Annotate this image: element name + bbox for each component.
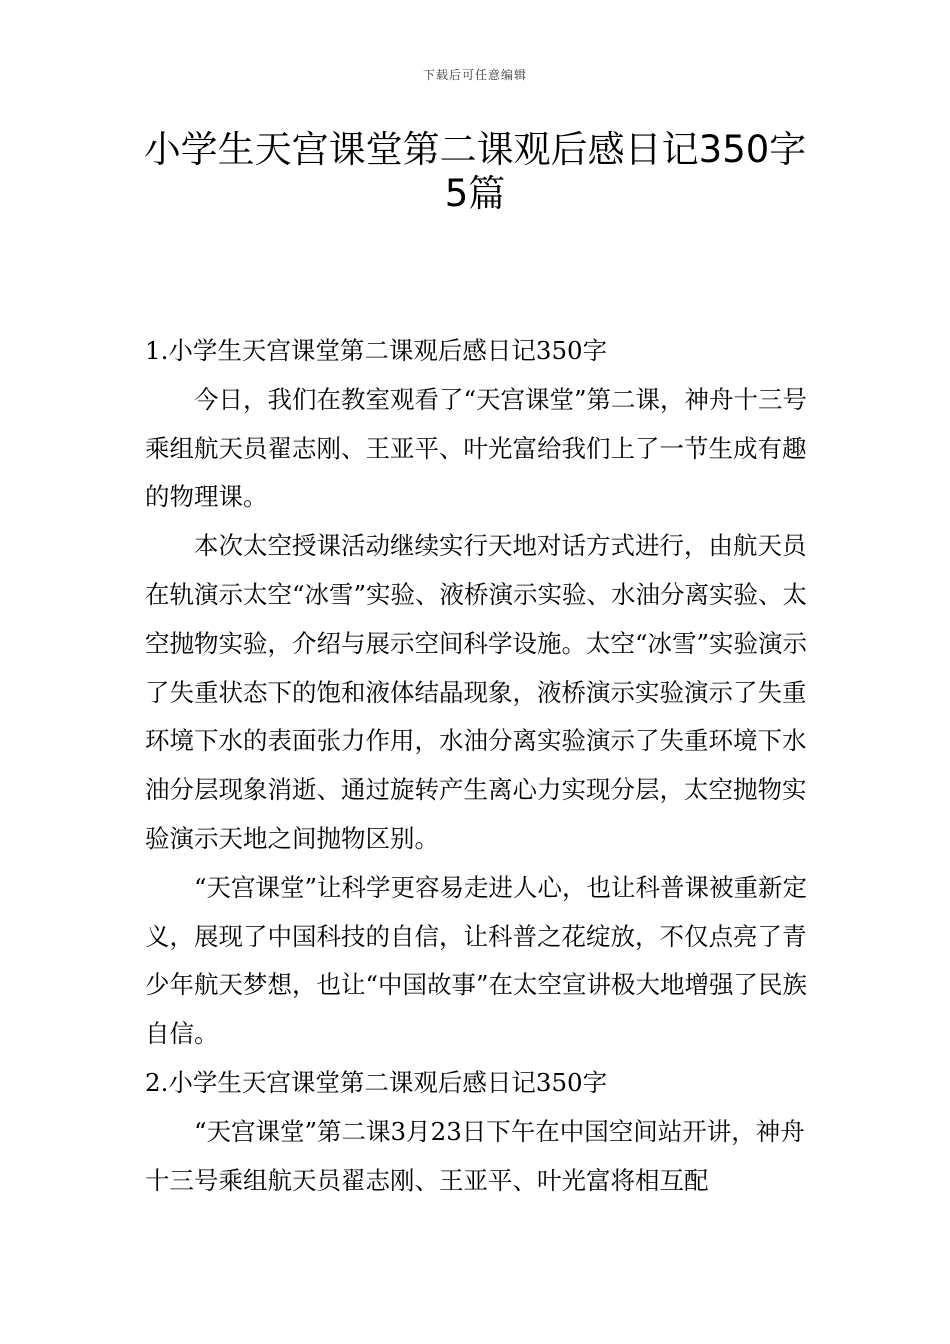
document-title: 小学生天宫课堂第二课观后感日记350字5篇 [143, 128, 807, 215]
paragraph: 今日，我们在教室观看了“天宫课堂”第二课，神舟十三号乘组航天员翟志刚、王亚平、叶光富给我们上了一节生成有趣的物理课。 [145, 384, 808, 512]
document-body [145, 327, 815, 1205]
section-heading-1: 1.小学生天宫课堂第二课观后感日记350字 [145, 336, 608, 365]
paragraph: “天宫课堂”让科学更容易走进人心，也让科普课被重新定义，展现了中国科技的自信，让科普之花绽放，不仅点亮了青少年航天梦想，也让“中国故事”在太空宣讲极大地增强了民族自信。 [145, 872, 808, 1049]
paragraph: 本次太空授课活动继续实行天地对话方式进行，由航天员在轨演示太空“冰雪”实验、液桥演示实验、水油分离实验、太空抛物实验，介绍与展示空间科学设施。太空“冰雪”实验演示了失重状态下的饱和液体结晶现象，液桥演示实验演示了失重环境下水的表面张力作用，水油分离实验演示了失重环境下水油分层现象消逝、通过旋转产生离心力实现分层，太空抛物实验演示天地之间抛物区别。 [145, 531, 808, 853]
paragraph: “天宫课堂”第二课3月23日下午在中国空间站开讲，神舟十三号乘组航天员翟志刚、王亚平、叶光富将相互配 [145, 1116, 805, 1195]
section-heading-2: 2.小学生天宫课堂第二课观后感日记350字 [145, 1067, 608, 1097]
header-note: 下载后可任意编辑 [422, 68, 527, 82]
